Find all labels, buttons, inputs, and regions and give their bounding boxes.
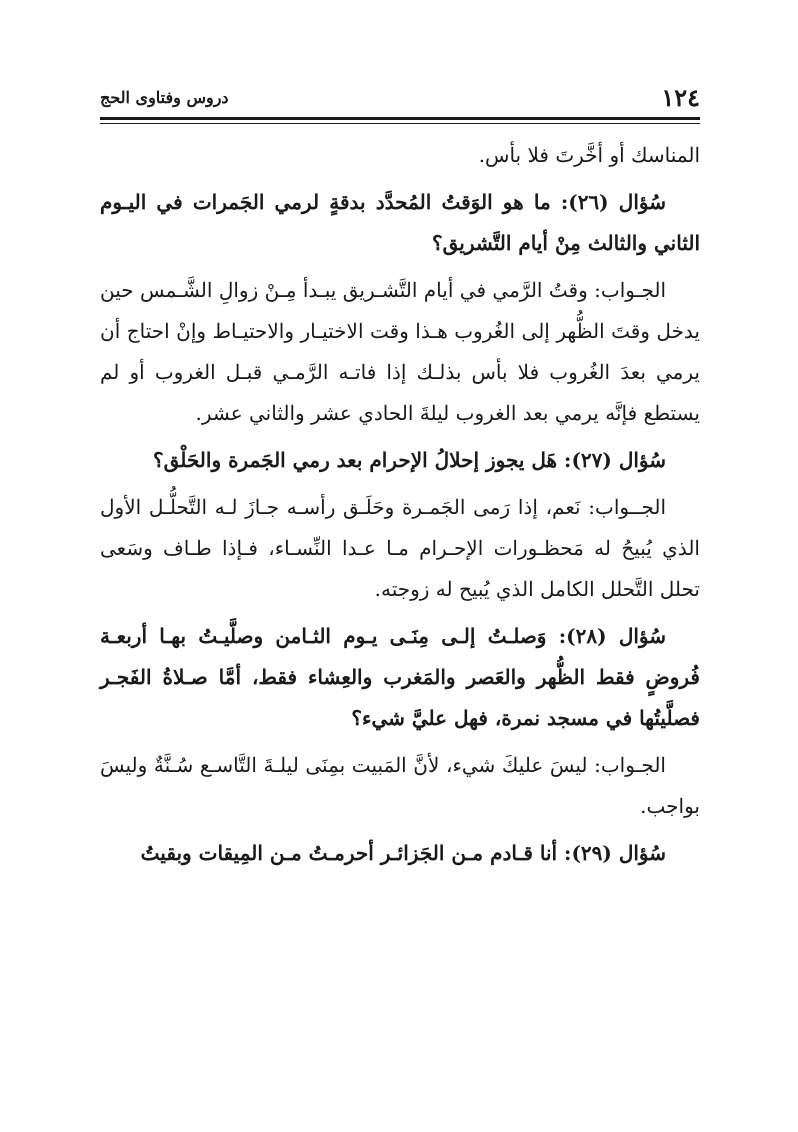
page-header [100, 84, 700, 112]
question-29: سُؤال (٢٩): أنا قـادم مـن الجَزائـر أحرمـتُ مـن المِيقات وبقيتُ [140, 841, 666, 865]
question-28: سُؤال (٢٨): وَصلـتُ إلـى مِنَـى يـوم الثـامن وصلَّيـتُ بهـا أربعـة فُروضٍ فقط الظُّهر والعَصر والمَغرب والعِشاء فقط، أمَّا صـلاةُ الفَجـر فصلَّيتُها في مسجد نمرة، فهل عليَّ شيء؟ [100, 624, 700, 730]
header-rule-thick [100, 117, 700, 120]
page-number: ١٢٤ [661, 83, 700, 112]
book-title: دروس وفتاوى الحج [100, 88, 229, 107]
question-27: سُؤال (٢٧): هَل يجوز إحلالُ الإحرام بعد رمي الجَمرة والحَلْق؟ [152, 448, 666, 472]
answer-26: الجـواب: وقتُ الرَّمي في أيام التَّشـريق يبـدأ مِـنْ زوالِ الشَّـمس حين يدخل وقتَ الظُّهر إلى الغُروب هـذا وقت الاختيـار والاحتيـاط وإنْ احتاج أن يرمي بعدَ الغُروب فلا بأس بذلـك إذا فاتـه الرَّمـي قبـل الغروب أو لم يستطع فإنَّه يرمي بعد الغروب ليلةَ الحادي عشر والثاني عشر. [100, 278, 701, 425]
answer-28: الجـواب: ليسَ عليكَ شيء، لأنَّ المَبيت بمِنَى ليلـةَ التَّاسـع سُـنَّةٌ وليسَ بواجب. [100, 753, 700, 818]
question-26: سُؤال (٢٦): ما هو الوَقتُ المُحدَّد بدقةٍ لرمي الجَمرات في اليـوم الثاني والثالث مِنْ أيام التَّشريق؟ [100, 190, 700, 255]
header-rule-thin [100, 123, 700, 124]
answer-27: الجــواب: نَعم، إذا رَمى الجَمـرة وحَلَـق رأسـه جـازَ لـه التَّحلُّـل الأول الذي يُبيحُ له مَحظـورات الإحـرام مـا عـدا النِّسـاء، فـإذا طـاف وسَعى تحلل التَّحلل الكامل الذي يُبيح له زوجته. [100, 495, 700, 601]
continuation-paragraph: المناسك أو أخَّرتَ فلا بأس. [478, 143, 700, 167]
page-body [100, 135, 700, 880]
